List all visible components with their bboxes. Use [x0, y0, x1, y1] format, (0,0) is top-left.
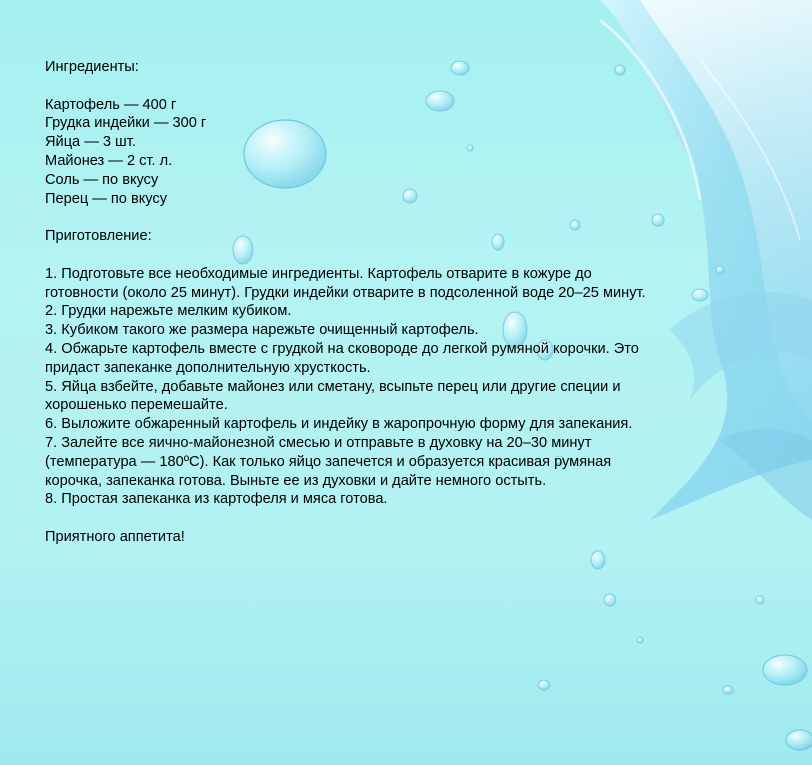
water-drop [716, 266, 724, 274]
steps-heading: Приготовление: [45, 228, 152, 245]
water-drop [763, 655, 807, 685]
step-item: 6. Выложите обжаренный картофель и индейку в жаропрочную форму для запекания. [45, 416, 633, 433]
step-item: 8. Простая запеканка из картофеля и мяса готова. [45, 491, 388, 508]
ingredient-item: Соль — по вкусу [45, 171, 159, 188]
spacer [45, 77, 665, 96]
water-drop [723, 686, 733, 694]
spacer [45, 208, 665, 227]
step-item: 4. Обжарьте картофель вместе с грудкой на сковороде до легкой румяной корочки. Это придаст запеканке дополнительную хрусткость. [45, 340, 639, 376]
ingredient-item: Картофель — 400 г [45, 96, 177, 113]
water-drop [756, 596, 764, 604]
water-drop [692, 289, 708, 301]
step-item: 2. Грудки нарежьте мелким кубиком. [45, 303, 292, 320]
step-item: 3. Кубиком такого же размера нарежьте очищенный картофель. [45, 322, 479, 339]
water-drop [637, 637, 643, 643]
step-item: 1. Подготовьте все необходимые ингредиенты. Картофель отварите в кожуре до готовности (около 25 минут). Грудки индейки отварите в подсоленной воде 20–25 минут. [45, 265, 646, 301]
ingredient-item: Грудка индейки — 300 г [45, 115, 207, 132]
water-drop [786, 730, 812, 750]
ingredient-item: Перец — по вкусу [45, 190, 168, 207]
step-item: 5. Яйца взбейте, добавьте майонез или сметану, всыпьте перец или другие специи и хорошенько перемешайте. [45, 378, 621, 414]
step-item: 7. Залейте все яично-майонезной смесью и отправьте в духовку на 20–30 минут (температура — 180ºС). Как только яйцо запечется и образуется красивая румяная корочка, запеканка готова. Выньте ее из духовки и дайте немного остыть. [45, 434, 612, 489]
spacer [45, 246, 665, 265]
closing-line: Приятного аппетита! [45, 528, 185, 545]
water-drop [604, 594, 616, 606]
ingredients-heading: Ингредиенты: [45, 59, 139, 75]
ingredient-item: Яйца — 3 шт. [45, 134, 136, 151]
ingredient-item: Майонез — 2 ст. л. [45, 152, 173, 169]
spacer [45, 509, 665, 528]
water-drop [538, 680, 550, 690]
recipe-text [45, 58, 665, 547]
water-drop [591, 551, 605, 569]
